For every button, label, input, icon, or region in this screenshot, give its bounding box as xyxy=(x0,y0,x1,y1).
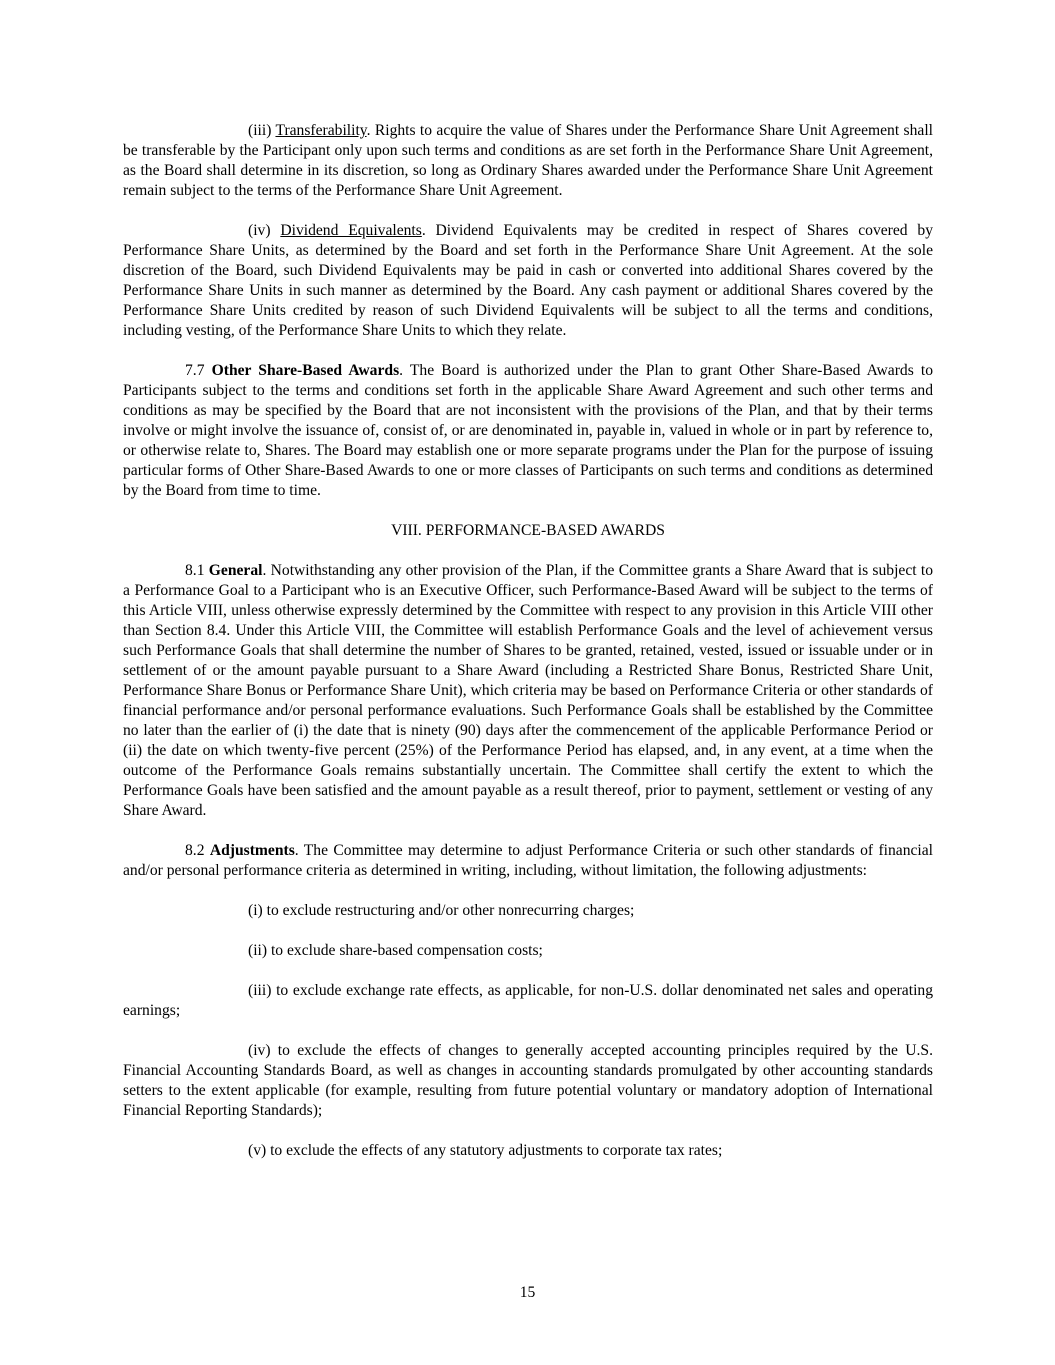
adjustment-item-iii: (iii) to exclude exchange rate effects, as applicable, for non-U.S. dollar denominated net sales and operating earnings; xyxy=(123,982,933,1019)
paragraph-transferability xyxy=(123,121,933,201)
clause-label-iii: (iii) xyxy=(248,122,276,139)
section-number-8-1: 8.1 xyxy=(185,562,209,579)
section-title-adjustments: Adjustments xyxy=(209,842,295,859)
paragraph-other-share-based-awards xyxy=(123,361,933,501)
section-title-general: General xyxy=(208,562,263,579)
adjustment-item-iv: (iv) to exclude the effects of changes to generally accepted accounting principles required by the U.S. Financial Accounting Standards Board, as well as changes in accounting standards promulgated by other accounting standards setters to the extent applicable (for example, resulting from future potential voluntary or mandatory adoption of International Financial Reporting Standards); xyxy=(123,1042,933,1119)
section-number-8-2: 8.2 xyxy=(185,842,210,859)
adjustment-item-ii: (ii) to exclude share-based compensation costs; xyxy=(248,942,543,959)
article-viii-heading: VIII. PERFORMANCE-BASED AWARDS xyxy=(391,522,665,539)
clause-body-transferability: . Rights to acquire the value of Shares under the Performance Share Unit Agreement shall be transferable by the Participant only upon such terms and conditions as are set forth in the Performance Share Unit Agreement, as the Board shall determine in its discretion, so long as Ordinary Shares awarded under the Performance Share Unit Agreement remain subject to the terms of the Performance Share Unit Agreement. xyxy=(123,122,934,199)
clause-body-dividend-equivalents: . Dividend Equivalents may be credited in respect of Shares covered by Performance Share Units, as determined by the Board and set forth in the Performance Share Unit Agreement. At the sole discretion of the Board, such Dividend Equivalents may be paid in cash or converted into additional Shares covered by the Performance Share Units in such manner as determined by the Board. Any cash payment or additional Shares covered by the Performance Share Units credited by reason of such Dividend Equivalents will be subject to all the terms and conditions, including vesting, of the Performance Share Units to which they relate. xyxy=(123,222,933,339)
adjustment-item-i: (i) to exclude restructuring and/or other nonrecurring charges; xyxy=(248,902,635,919)
clause-label-iv: (iv) xyxy=(248,222,281,239)
adjustment-item-v: (v) to exclude the effects of any statutory adjustments to corporate tax rates; xyxy=(248,1142,723,1159)
section-body-adjustments: . The Committee may determine to adjust Performance Criteria or such other standards of financial and/or personal performance criteria as determined in writing, including, without limitation, the following adjustments: xyxy=(123,842,934,879)
paragraph-adjustments xyxy=(123,841,933,881)
section-body-other-share-based-awards: . The Board is authorized under the Plan to grant Other Share-Based Awards to Participants subject to the terms and conditions set forth in the applicable Share Award Agreement and such other terms and conditions as may be specified by the Board that are not inconsistent with the provisions of the Plan, and that by their terms involve or might involve the issuance of, consist of, or are denominated in, payable in, valued in whole or in part by reference to, or otherwise relate to, Shares. The Board may establish one or more separate programs under the Plan for the purpose of issuing particular forms of Other Share-Based Awards to one or more classes of Participants on such terms and conditions as determined by the Board from time to time. xyxy=(123,362,934,499)
clause-term-dividend-equivalents: Dividend Equivalents xyxy=(280,222,422,239)
document-page-body xyxy=(123,121,933,1181)
paragraph-general xyxy=(123,561,933,821)
page-number: 15 xyxy=(519,1284,536,1301)
section-title-other-share-based-awards: Other Share-Based Awards xyxy=(211,362,400,379)
clause-term-transferability: Transferability xyxy=(275,122,367,139)
section-number-7-7: 7.7 xyxy=(185,362,212,379)
paragraph-dividend-equivalents xyxy=(123,221,933,341)
section-body-general: . Notwithstanding any other provision of the Plan, if the Committee grants a Share Award that is subject to a Performance Goal to a Participant who is an Executive Officer, such Performance-Based Award will be subject to the terms of this Article VIII, unless otherwise expressly determined by the Committee with respect to any provision in this Article VIII other than Section 8.4. Under this Article VIII, the Committee will establish Performance Goals and the level of achievement versus such Performance Goals that shall determine the number of Shares to be granted, retained, vested, issued or issuable under or in settlement of or the amount payable pursuant to a Share Award (including a Restricted Share Bonus, Restricted Share Unit, Performance Share Bonus or Performance Share Unit), which criteria may be based on Performance Criteria or other standards of financial performance and/or personal performance evaluations. Such Performance Goals shall be established by the Committee no later than the earlier of (i) the date that is ninety (90) days after the commencement of the applicable Performance Period or (ii) the date on which twenty-five percent (25%) of the Performance Period has elapsed, and, in any event, at a time when the outcome of the Performance Goals remains substantially uncertain. The Committee shall certify the extent to which the Performance Goals have been satisfied and the amount payable as a result thereof, prior to payment, settlement or vesting of any Share Award. xyxy=(123,562,933,819)
